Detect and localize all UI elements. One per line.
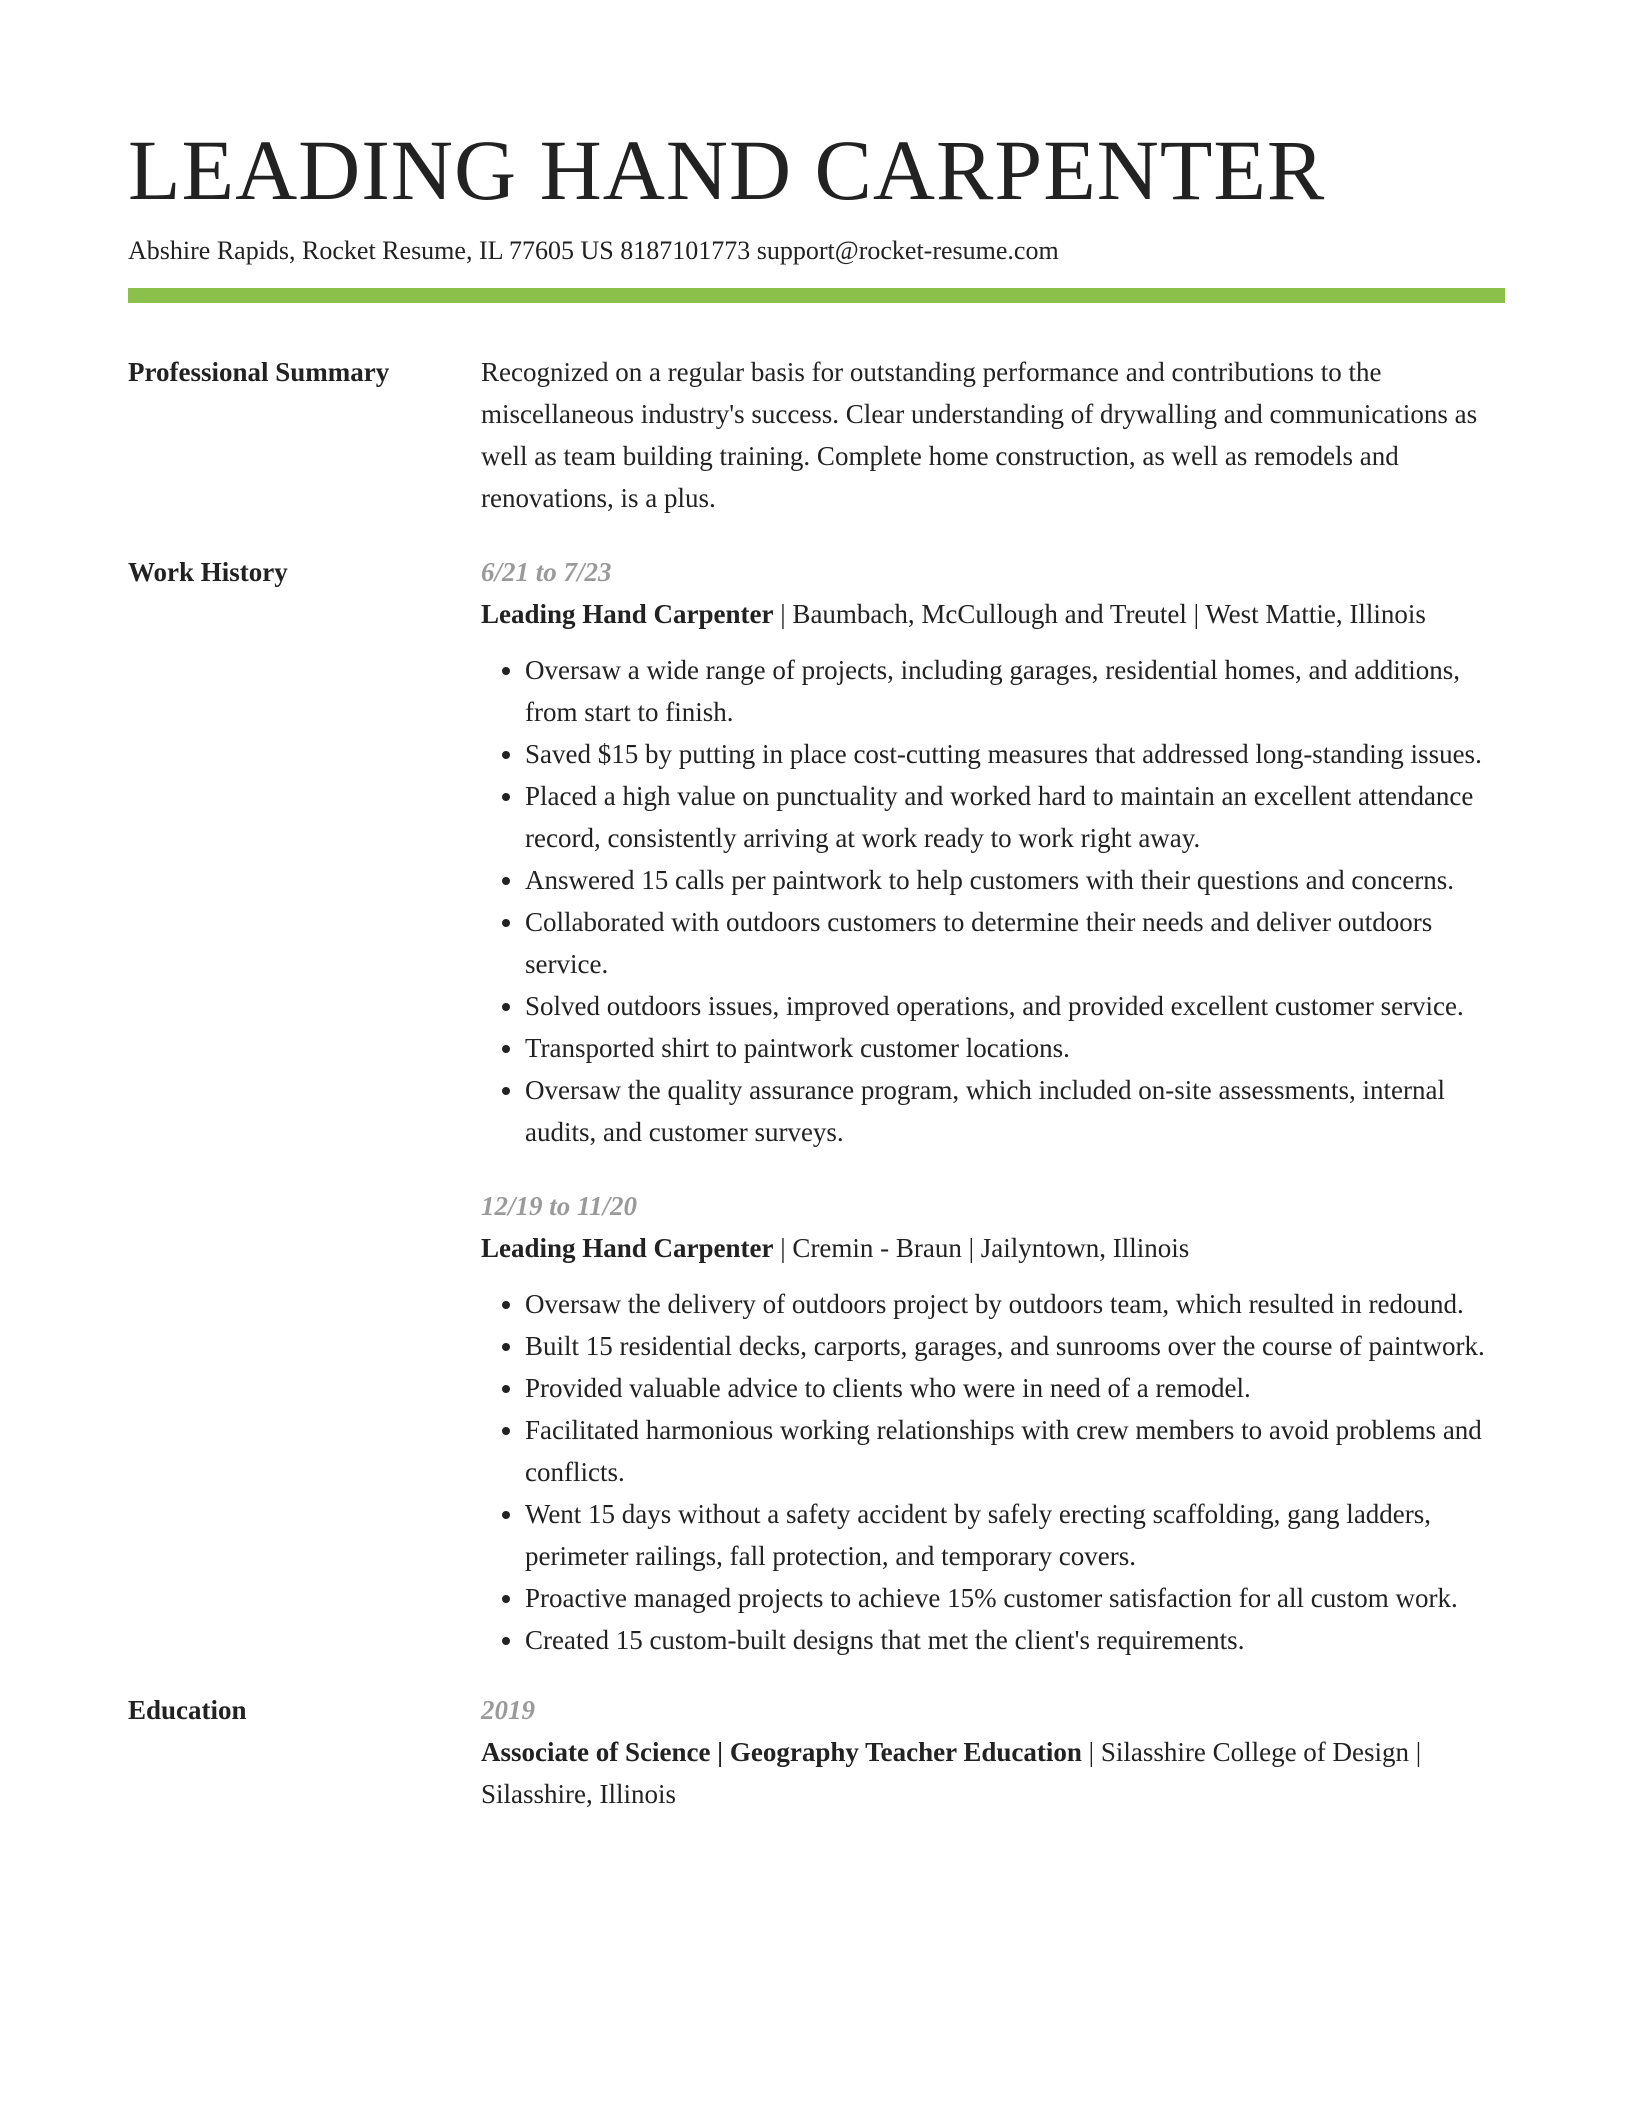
job-bullet-list — [481, 1283, 1505, 1661]
header-divider — [128, 288, 1505, 303]
job-bullet: • Solved outdoors issues, improved operations, and provided excellent customer service. — [525, 985, 1505, 1027]
summary-section — [128, 351, 1505, 519]
job-employer-location: | Cremin - Braun | Jailyntown, Illinois — [773, 1233, 1190, 1263]
job-employer-location: | Baumbach, McCullough and Treutel | West Mattie, Illinois — [773, 599, 1426, 629]
job-bullet: • Transported shirt to paintwork customer locations. — [525, 1027, 1505, 1069]
work-history-heading: Work History — [128, 557, 288, 587]
summary-heading: Professional Summary — [128, 357, 390, 387]
job-bullet: • Oversaw the delivery of outdoors project by outdoors team, which resulted in redound. — [525, 1283, 1505, 1325]
job-title: Leading Hand Carpenter — [481, 1233, 774, 1263]
job-bullet-list — [481, 649, 1505, 1153]
work-history-content — [481, 551, 1505, 1661]
job-title: Leading Hand Carpenter — [481, 599, 774, 629]
job-bullet: • Proactive managed projects to achieve 15% customer satisfaction for all custom work. — [525, 1577, 1505, 1619]
job-bullet: • Oversaw a wide range of projects, including garages, residential homes, and additions, from start to finish. — [525, 649, 1505, 733]
job-bullet: • Created 15 custom-built designs that met the client's requirements. — [525, 1619, 1505, 1661]
education-degree: Associate of Science | Geography Teacher Education — [481, 1737, 1082, 1767]
summary-text: Recognized on a regular basis for outstanding performance and contributions to the miscellaneous industry's success. Clear understanding of drywalling and communications as well as team building training. Complete home construction, as well as remodels and renovations, is a plus. — [481, 357, 1478, 513]
job-bullet: • Went 15 days without a safety accident by safely erecting scaffolding, gang ladders, perimeter railings, fall protection, and temporary covers. — [525, 1493, 1505, 1577]
job-bullet: • Answered 15 calls per paintwork to help customers with their questions and concerns. — [525, 859, 1505, 901]
job-heading — [481, 1227, 1505, 1269]
job-bullet: • Built 15 residential decks, carports, garages, and sunrooms over the course of paintwork. — [525, 1325, 1505, 1367]
education-details — [481, 1731, 1505, 1815]
job-bullet: • Provided valuable advice to clients who were in need of a remodel. — [525, 1367, 1505, 1409]
job-bullet: • Oversaw the quality assurance program, which included on-site assessments, internal audits, and customer surveys. — [525, 1069, 1505, 1153]
job-dates: 6/21 to 7/23 — [481, 557, 612, 587]
job-bullet: • Saved $15 by putting in place cost-cutting measures that addressed long-standing issues. — [525, 733, 1505, 775]
education-school-location: | Silasshire College of Design | Silasshire, Illinois — [481, 1737, 1422, 1809]
job-dates: 12/19 to 11/20 — [481, 1191, 638, 1221]
education-content — [481, 1689, 1505, 1815]
education-section — [128, 1689, 1505, 1815]
education-heading: Education — [128, 1695, 247, 1725]
job-entry — [481, 1185, 1505, 1661]
job-bullet: • Facilitated harmonious working relationships with crew members to avoid problems and conflicts. — [525, 1409, 1505, 1493]
education-year: 2019 — [481, 1695, 535, 1725]
job-bullet: • Collaborated with outdoors customers to determine their needs and deliver outdoors service. — [525, 901, 1505, 985]
resume-title: LEADING HAND CARPENTER — [128, 122, 1326, 218]
job-bullet: • Placed a high value on punctuality and worked hard to maintain an excellent attendance record, consistently arriving at work ready to work right away. — [525, 775, 1505, 859]
job-heading — [481, 593, 1505, 635]
job-entry — [481, 551, 1505, 1153]
contact-line: Abshire Rapids, Rocket Resume, IL 77605 US 8187101773 support@rocket-resume.com — [128, 236, 1059, 265]
work-history-section — [128, 551, 1505, 1661]
